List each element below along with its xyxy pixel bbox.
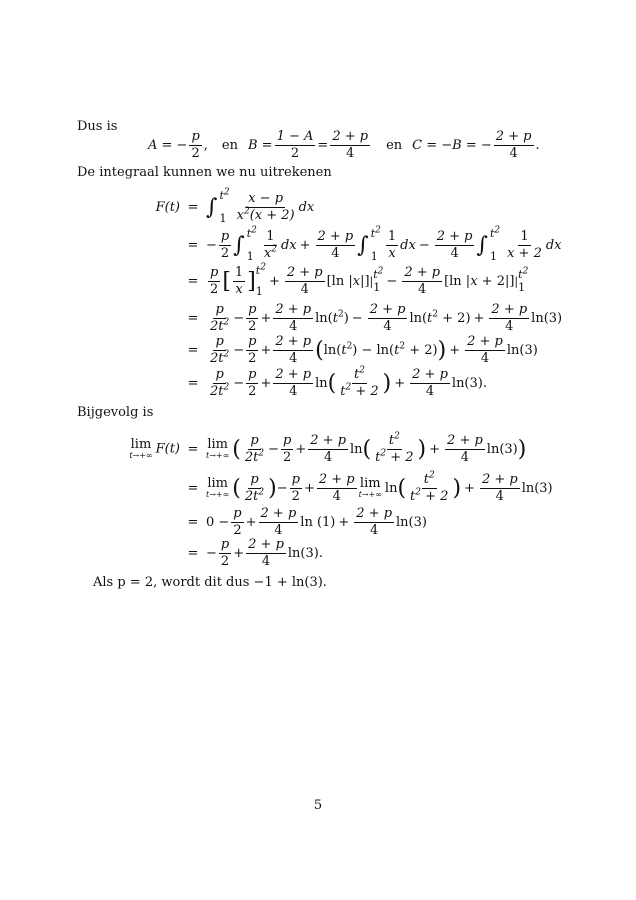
coef-c: C = −B = − bbox=[412, 137, 492, 153]
intro-text: Dus is bbox=[77, 119, 118, 134]
coef-a: A = − bbox=[148, 137, 188, 153]
consequently-text: Bijgevolg is bbox=[77, 405, 154, 420]
limit-line-1: lim t→+∞ F(t) = lim t→+∞ ( $\frac{p}{2t^2}$ − $\frac{p}{2}$ + $\frac{2 + p}{4}$ ln ( $\frac{t^2}{t^2 + 2}$ ) + $\frac{2 + p}{4}$ ln(3) ) bbox=[129, 431, 527, 465]
eq-line-2: = − $\frac{p}{2}$ ∫ $t^2$ 1 $\frac{1}{x^2}$ dx + $\frac{2 + p}{4}$ ∫ $t^2$ 1 $\frac{1}{x}$ dx − $\frac{2 + p}{4}$ ∫ $t^2$ 1 $\frac{1}{x + 2}$ dx bbox=[187, 225, 562, 263]
eq-line-3: = $\frac{p}{2}$ [ $\frac{1}{x}$ ] $t^2$ 1 + $\frac{2 + p}{4}$ [ln |x|]| $t^2$ 1 − $\frac{2 + p}{4}$ [ln |x + 2|]| $t^2$ 1 bbox=[187, 262, 529, 298]
coef-b: B = bbox=[248, 137, 273, 153]
frac-p-over-2: $\frac{p}{2}$ bbox=[191, 128, 200, 161]
integral-intro-text: De integraal kunnen we nu uitrekenen bbox=[77, 165, 332, 180]
eq-line-5: = $\frac{p}{2t^2}$ − $\frac{p}{2}$ + $\frac{2 + p}{4}$ ( $\ln(t^2) - \ln(t^2 + 2)$ ) + $\frac{2 + p}{4}$ ln(3) bbox=[187, 333, 538, 366]
limit-line-3: = 0 − $\frac{p}{2}$ + $\frac{2 + p}{4}$ ln (1) + $\frac{2 + p}{4}$ ln(3) bbox=[187, 505, 427, 538]
en-2: en bbox=[386, 137, 403, 153]
en-1: en bbox=[221, 137, 238, 153]
conclusion-text: Als p = 2, wordt dit dus −1 + ln(3). bbox=[93, 575, 327, 590]
eq-line-6: = $\frac{p}{2t^2}$ − $\frac{p}{2}$ + $\frac{2 + p}{4}$ ln ( $\frac{t^2}{t^2 + 2}$ ) + $\frac{2 + p}{4}$ ln(3). bbox=[187, 365, 487, 399]
eq-line-4: = $\frac{p}{2t^2}$ − $\frac{p}{2}$ + $\frac{2 + p}{4}$ $\ln(t^2)$ − $\frac{2 + p}{4}$ $\ln(t^2 + 2)$ + $\frac{2 + p}{4}$ ln(3) bbox=[187, 301, 563, 334]
eq-line-1: F(t) = ∫ $t^2$ 1 $\frac{x - p}{x^2(x + 2)}$ dx bbox=[155, 187, 315, 225]
coefficient-line: A = − $\frac{p}{2}$ , en B = $\frac{1 - A}{2}$ = $\frac{2 + p}{4}$ en C = −B = − $\frac{2 + p}{4}$ . bbox=[148, 128, 540, 161]
limit-line-4: = − $\frac{p}{2}$ + $\frac{2 + p}{4}$ ln(3). bbox=[187, 536, 323, 569]
page-number: 5 bbox=[313, 798, 323, 813]
limit-line-2: = lim t→+∞ ( $\frac{p}{2t^2}$ ) − $\frac{p}{2}$ + $\frac{2 + p}{4}$ lim t→+∞ ln ( $\frac{t^2}{t^2 + 2}$ ) + $\frac{2 + p}{4}$ ln(3) bbox=[187, 470, 553, 504]
